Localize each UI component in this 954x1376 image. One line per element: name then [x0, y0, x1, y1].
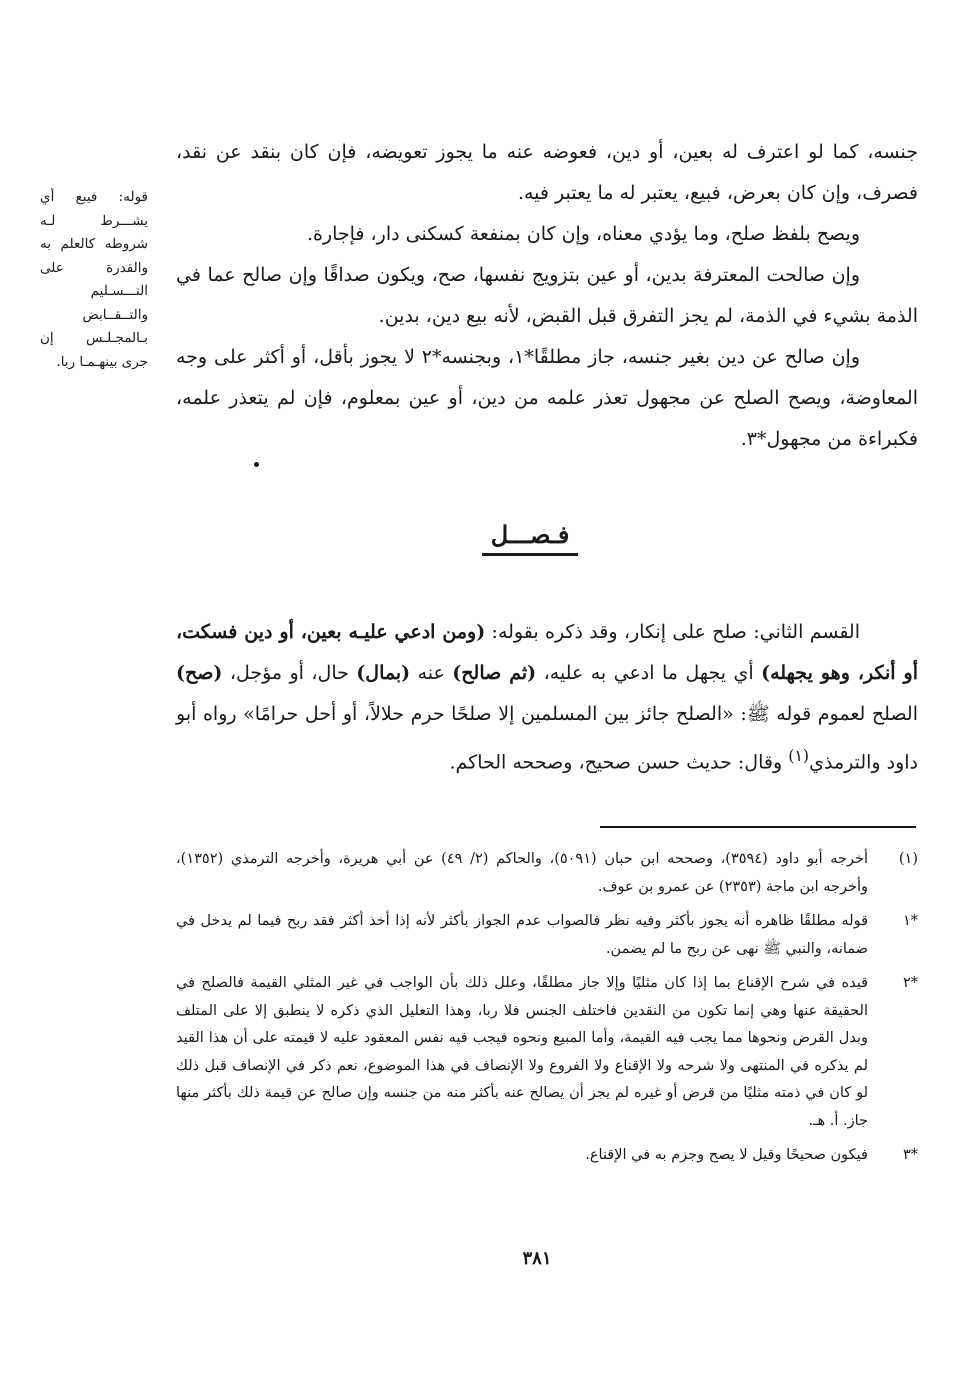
footnote-text: أخرجه أبو داود (٣٥٩٤)، وصححه ابن حبان (٥٠٩١)، والحاكم (٢/ ٤٩) عن أبي هريرة، وأخرجه الترمذي (١٣٥٢)، وأخرجه ابن ماجة (٢٣٥٣) عن عمرو بن عوف.: [176, 851, 868, 895]
text-run: وقال: حديث حسن صحيح، وصححه الحاكم.: [449, 751, 789, 774]
footnote: [176, 908, 918, 963]
text-run: أي يجهل ما ادعي به عليه،: [536, 662, 762, 684]
section-text: [176, 612, 918, 783]
paragraph: [176, 612, 918, 783]
footnote: [176, 1142, 918, 1170]
bold-matn: (بمال): [356, 662, 411, 684]
footnote-marker: *٢: [902, 975, 918, 991]
heading-underline: [482, 553, 578, 556]
footnote-text: قوله مطلقًا ظاهره أنه يجوز بأكثر وفيه نظر فالصواب عدم الجواز بأكثر لأنه إذا أخذ أكثر فقد ربح فيما لم يدخل في ضمانه، والنبي ﷺ نهى عن ربح ما لم يضمن.: [176, 913, 868, 957]
paragraph: ويصح بلفظ صلح، وما يؤدي معناه، وإن كان بمنفعة كسكنى دار، فإجارة.: [306, 223, 860, 245]
footnotes: [176, 846, 918, 1177]
footnote-ref: (١): [788, 746, 810, 765]
page-number: ٣٨١: [522, 1248, 552, 1269]
footnote-text: قيده في شرح الإقناع بما إذا كان مثليًا وإلا جاز مطلقًا، وعلل ذلك بأن الواجب في غير المثلي القيمة فالصلح في الحقيقة عنها وهي إنما تكون من النقدين فاختلف الجنس فلا ربا، وهذا التعليل الذي ذكره لا ينطبق إلا على المتلف وبدل القرض ونحوها مما يجب فيه القيمة، وأما المبيع ونحوه فيجب فيه نفس المعقود عليه لا قيمته على أن هذا القيد لم يذكره في المنتهى ولا شرحه ولا الإقناع ولا الفروع ولا الإنصاف في هذا الموضوع، نعم ذكر في الإنصاف قبل ذلك لو كان في ذمته مثليًا من قرض أو غيره لم يجز أن يصالح عنه بأكثر منه من جنسه وإن صالح عن قيمة ذلك بأكثر منها جاز. أ. هـ.: [176, 975, 868, 1129]
ink-dot: [254, 462, 259, 467]
paragraph: وإن صالح عن دين بغير جنسه، جاز مطلقًا*١، وبجنسه*٢ لا يجوز بأقل، أو أكثر على وجه المعاوضة، ويصح الصلح عن مجهول تعذر علمه من دين، أو عين بمعلوم، فإن لم يتعذر علمه، فكبراءة من مجهول*٣.: [176, 346, 918, 450]
bold-matn: (ثم صالح): [452, 662, 537, 684]
footnote-separator: [600, 826, 916, 828]
footnote-marker: (١): [898, 851, 918, 867]
bold-matn: (ومن ادعي عليـه بعين، أو دين فسكت، أو أنكر، وهو يجهله): [176, 621, 919, 684]
text-run: عنه: [410, 662, 453, 684]
bold-matn: (صح): [176, 662, 223, 684]
text-run: القسم الثاني: صلح على إنكار، وقد ذكره بقوله:: [485, 621, 860, 643]
main-text: [176, 132, 918, 460]
footnote-marker: *٣: [902, 1147, 918, 1163]
footnote: [176, 970, 918, 1135]
text-run: حال، أو مؤجل،: [222, 662, 357, 684]
paragraph: وإن صالحت المعترفة بدين، أو عين بتزويج نفسها، صح، ويكون صداقًا وإن صالح عما في الذمة بشيء في الذمة، لم يجز التفرق قبل القبض، لأنه بيع دين، بدين.: [176, 264, 918, 327]
footnote: [176, 846, 918, 901]
margin-note: قوله: فيبع أي يشـــرط لـه شروطه كالعلم به والقدرة على التـــسـليم والتــقــابض بـالمجـلـس إن جرى بينهـمـا ربا.: [40, 189, 148, 370]
paragraph: جنسه، كما لو اعترف له بعين، أو دين، فعوضه عنه ما يجوز تعويضه، فإن كان بنقد عن نقد، فصرف، وإن كان بعرض، فبيع، يعتبر له ما يعتبر فيه.: [176, 141, 918, 204]
footnote-text: فيكون صحيحًا وقيل لا يصح وجزم به في الإقناع.: [585, 1147, 868, 1163]
text-run: الصلح لعموم قوله ﷺ: «الصلح جائز بين المسلمين إلا صلحًا حرم حلالاً، أو أحل حرامًا» رواه أبو داود والترمذي: [176, 703, 918, 774]
section-heading: فـصـــل: [490, 520, 570, 549]
footnote-marker: *١: [902, 913, 918, 929]
